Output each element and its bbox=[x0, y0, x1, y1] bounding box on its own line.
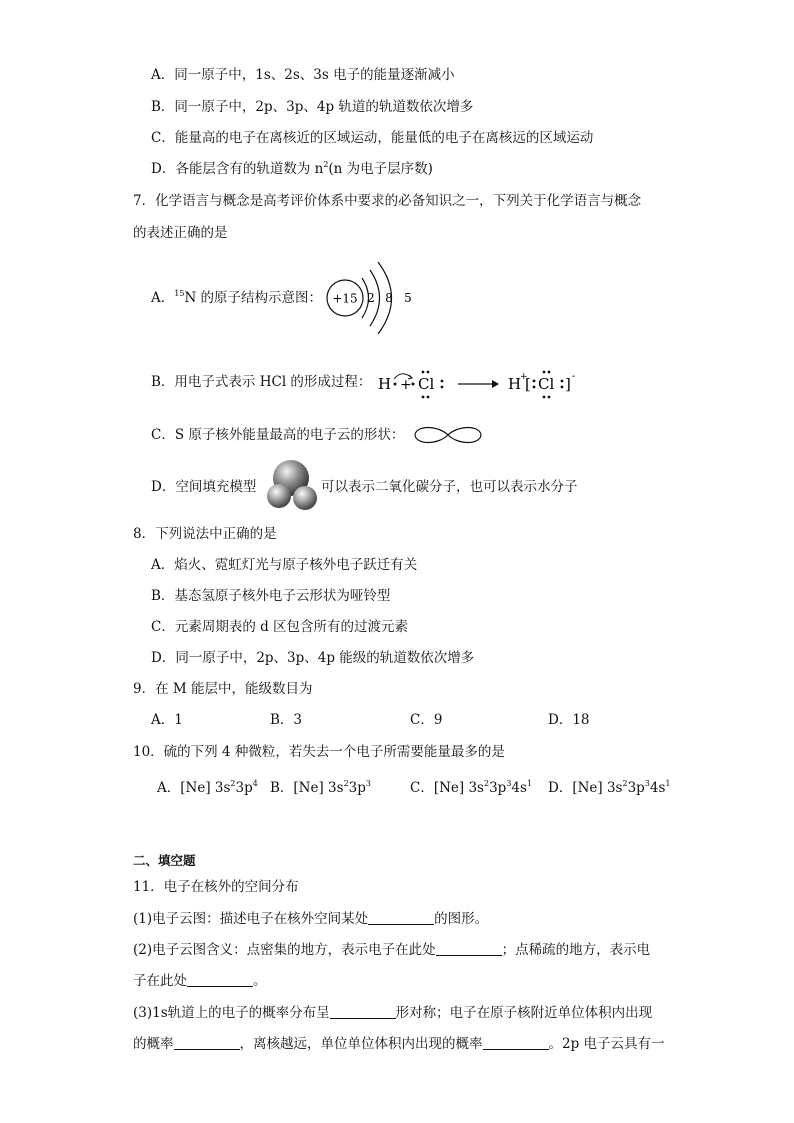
q8-option-a: A．焰火、霓虹灯光与原子核外电子跃迁有关 bbox=[151, 557, 418, 573]
product-h-charge: + bbox=[520, 372, 528, 382]
q6-option-a: A．同一原子中，1s、2s、3s 电子的能量逐渐减小 bbox=[151, 67, 455, 83]
atom-structure-diagram bbox=[322, 258, 414, 342]
q10-d-s-sup: 2 bbox=[622, 779, 628, 788]
q8-option-c: C．元素周期表的 d 区包含所有的过渡元素 bbox=[151, 619, 409, 635]
q10-d-label: D．[Ne] 3s bbox=[548, 780, 623, 796]
q10-c-t-sup: 1 bbox=[526, 779, 533, 788]
cl-dot bbox=[427, 371, 430, 374]
q11-p2-pre: (2)电子云图含义：点密集的地方，表示电子在此处 bbox=[133, 942, 436, 958]
q11-p3-pre: (3)1s轨道上的电子的概率分布呈 bbox=[133, 1005, 330, 1021]
q11-p2-line2-post: 。 bbox=[253, 973, 267, 989]
h-electron-dot bbox=[394, 383, 397, 386]
answer-blank[interactable] bbox=[483, 1035, 549, 1050]
q11-part3-line2 bbox=[133, 1035, 665, 1053]
q11-p3-line2-post: 。2p 电子云具有一 bbox=[548, 1036, 665, 1052]
answer-blank[interactable] bbox=[174, 1035, 240, 1050]
q8-option-b: B．基态氢原子核外电子云形状为哑铃型 bbox=[151, 588, 391, 604]
q6-option-b: B．同一原子中，2p、3p、4p 轨道的轨道数依次增多 bbox=[151, 99, 474, 115]
reaction-arrow-head-icon bbox=[492, 380, 499, 388]
q10-choice-c bbox=[410, 779, 532, 797]
q6-d-suffix: (n 为电子层序数) bbox=[328, 161, 433, 177]
q10-choice-d bbox=[548, 779, 671, 797]
q7-option-a bbox=[151, 289, 322, 307]
q7-option-d-suffix: 可以表示二氧化碳分子，也可以表示水分子 bbox=[321, 479, 578, 495]
q11-p3-line2-pre: 的概率 bbox=[133, 1036, 174, 1052]
q10-d-tail: 4s bbox=[649, 780, 666, 796]
q7-option-c: C．S 原子核外能量最高的电子云的形状： bbox=[151, 427, 405, 443]
q11-p3-post: 形对称；电子在原子核附近单位体积内出现 bbox=[395, 1005, 653, 1021]
q7-option-d-prefix: D．空间填充模型 bbox=[151, 479, 257, 495]
q10-c-mid: 3p bbox=[489, 780, 507, 796]
cl-dot bbox=[422, 371, 425, 374]
q7-option-b: B．用电子式表示 HCl 的形成过程： bbox=[151, 374, 372, 390]
cl-dot bbox=[441, 386, 444, 389]
q9-choice-d: D．18 bbox=[548, 712, 590, 728]
q11-p1-pre: (1)电子云图：描述电子在核外空间某处 bbox=[133, 911, 369, 927]
q6-option-c: C．能量高的电子在离核近的区域运动，能量低的电子在离核远的区域运动 bbox=[151, 130, 594, 146]
cl-dot bbox=[533, 386, 536, 389]
q6-d-prefix: D．各能层含有的轨道数为 n bbox=[151, 161, 324, 177]
q8-option-d: D．同一原子中，2p、3p、4p 能级的轨道数依次增多 bbox=[151, 650, 475, 666]
q10-a-label: A．[Ne] 3s bbox=[157, 780, 231, 796]
cl-dot bbox=[543, 396, 546, 399]
cl-dot bbox=[427, 396, 430, 399]
product-cl-charge: - bbox=[572, 371, 576, 382]
q7-a-text: N 的原子结构示意图： bbox=[184, 290, 323, 306]
cl-dot bbox=[533, 380, 536, 383]
answer-blank[interactable] bbox=[187, 972, 253, 987]
q11-part1 bbox=[133, 910, 488, 928]
q10-a-mid: 3p bbox=[235, 780, 253, 796]
q10-c-label: C．[Ne] 3s bbox=[410, 780, 484, 796]
q11-p2-line2-pre: 子在此处 bbox=[133, 973, 187, 989]
q10-a-s-sup: 2 bbox=[230, 779, 236, 788]
q9-choice-a: A．1 bbox=[151, 712, 183, 728]
orbital-lobes bbox=[415, 428, 481, 443]
q6-d-superscript: 2 bbox=[323, 160, 329, 169]
q10-d-t-sup: 1 bbox=[665, 779, 671, 788]
bracket-right: ] bbox=[565, 375, 571, 393]
cl-dot bbox=[548, 371, 551, 374]
answer-blank[interactable] bbox=[330, 1004, 396, 1019]
answer-blank[interactable] bbox=[436, 941, 502, 956]
cl-dot bbox=[561, 386, 564, 389]
side-atom-right bbox=[293, 486, 317, 510]
q10-b-p-sup: 3 bbox=[365, 779, 371, 788]
q10-b-mid: 3p bbox=[348, 780, 366, 796]
q6-option-d bbox=[151, 160, 433, 178]
h-symbol: H bbox=[378, 375, 392, 393]
hcl-formation-diagram bbox=[374, 366, 584, 404]
q10-choice-a bbox=[157, 779, 258, 797]
q8-stem: 8．下列说法中正确的是 bbox=[133, 526, 277, 542]
q11-p3-line2-mid: ，离核越远，单位单位体积内出现的概率 bbox=[239, 1036, 483, 1052]
cl-electron-dot-left bbox=[412, 383, 415, 386]
cl-dot bbox=[543, 371, 546, 374]
q10-a-p-sup: 4 bbox=[252, 779, 258, 788]
shell-count-3: 5 bbox=[404, 291, 412, 305]
q11-stem: 11．电子在核外的空间分布 bbox=[133, 879, 299, 895]
cl-dot bbox=[561, 380, 564, 383]
q10-d-mid: 3p bbox=[627, 780, 645, 796]
bracket-left: [ bbox=[525, 375, 531, 393]
q11-part3-line1 bbox=[133, 1004, 652, 1022]
cl-dot bbox=[441, 380, 444, 383]
q10-d-p-sup: 3 bbox=[644, 779, 650, 788]
cl-symbol: Cl bbox=[418, 375, 435, 393]
plus-sign: + bbox=[400, 377, 412, 393]
q10-b-s-sup: 2 bbox=[343, 779, 349, 788]
q9-choice-c: C．9 bbox=[410, 712, 443, 728]
shell-count-2: 8 bbox=[385, 291, 393, 305]
cl-dot bbox=[422, 396, 425, 399]
q7-stem-line2: 的表述正确的是 bbox=[133, 225, 228, 241]
nucleus-charge: +15 bbox=[332, 291, 358, 306]
side-atom-left bbox=[267, 484, 291, 508]
q11-p1-post: 的图形。 bbox=[434, 911, 489, 927]
q10-c-s-sup: 2 bbox=[483, 779, 490, 788]
q7-a-isotope: 15 bbox=[174, 289, 185, 298]
q11-part2-line1 bbox=[133, 941, 650, 959]
dumbbell-orbital-icon bbox=[412, 423, 484, 447]
product-h-symbol: H bbox=[508, 375, 522, 393]
q11-p2-mid: ；点稀疏的地方，表示电 bbox=[501, 942, 651, 958]
section-heading: 二、填空题 bbox=[133, 853, 196, 868]
q11-part2-line2 bbox=[133, 972, 267, 990]
q10-b-label: B．[Ne] 3s bbox=[270, 780, 344, 796]
q10-stem: 10．硫的下列 4 种微粒，若失去一个电子所需要能量最多的是 bbox=[133, 744, 505, 760]
q7-stem-line1: 7．化学语言与概念是高考评价体系中要求的必备知识之一，下列关于化学语言与概念 bbox=[133, 193, 642, 209]
product-cl-symbol: Cl bbox=[538, 375, 555, 393]
q9-choice-b: B．3 bbox=[270, 712, 303, 728]
shell-count-1: 2 bbox=[367, 291, 375, 305]
q9-stem: 9．在 M 能层中，能级数目为 bbox=[133, 681, 313, 697]
q10-c-p-sup: 3 bbox=[506, 779, 512, 788]
space-filling-model-image bbox=[262, 458, 322, 514]
q10-choice-b bbox=[270, 779, 371, 797]
cl-dot bbox=[548, 396, 551, 399]
q10-c-tail: 4s bbox=[511, 780, 527, 796]
q7-a-prefix: A． bbox=[151, 290, 175, 306]
answer-blank[interactable] bbox=[368, 910, 434, 925]
